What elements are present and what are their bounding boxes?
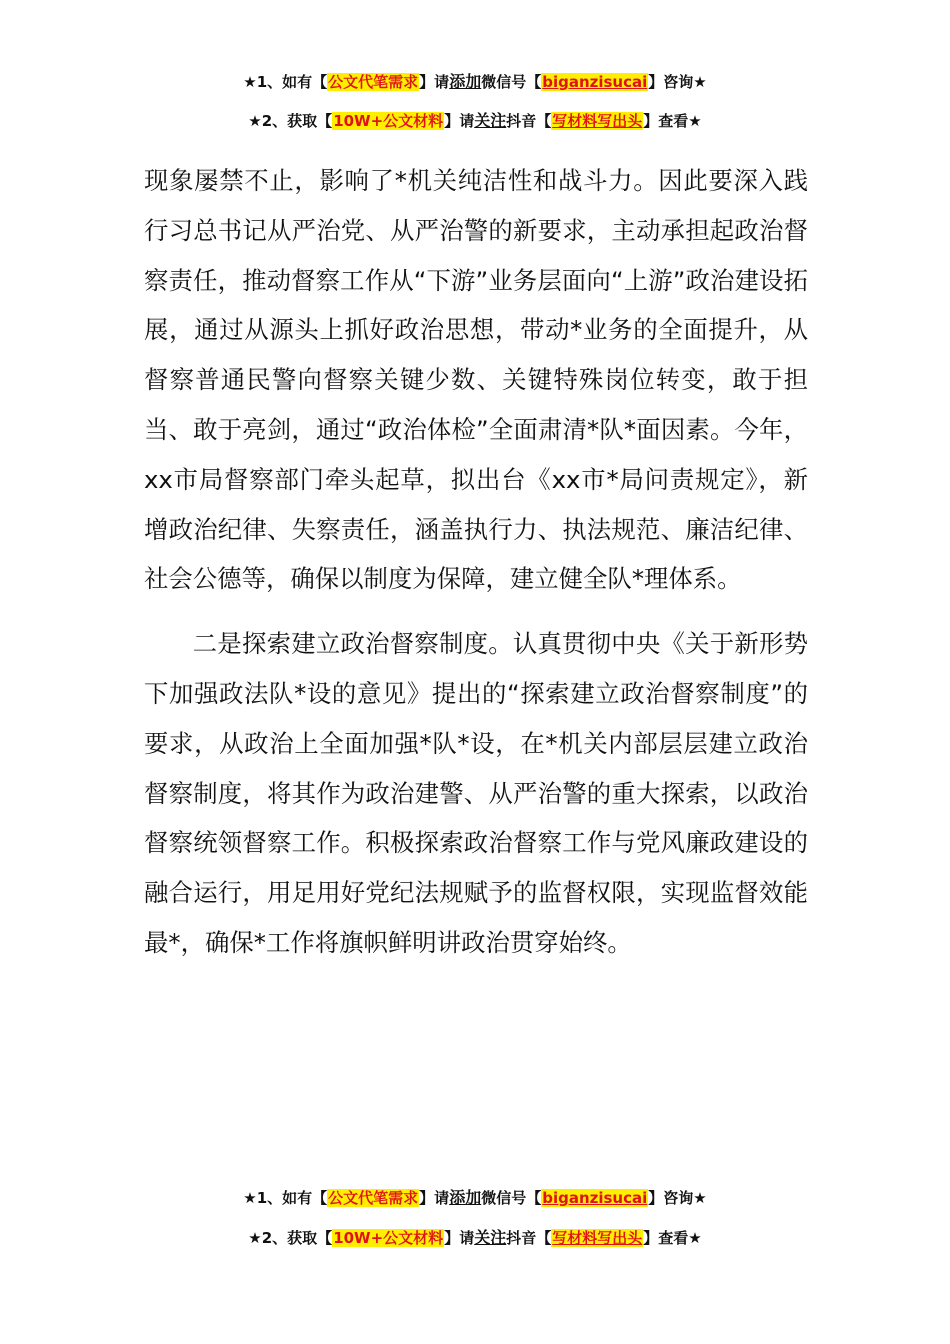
banner-prefix: ★2、获取【 bbox=[248, 1229, 333, 1247]
banner-douyin-link[interactable]: 写材料写出头 bbox=[552, 112, 643, 130]
banner-text: 】请 bbox=[444, 112, 475, 130]
banner-text: 抖音【 bbox=[506, 1229, 552, 1247]
paragraph-2: 二是探索建立政治督察制度。认真贯彻中央《关于新形势下加强政法队*设的意见》提出的“探索建立政治督察制度”的要求，从政治上全面加强*队*设，在*机关内部层层建立政治督察制度，将其作为政治建警、从严治警的重大探索，以政治督察统领督察工作。积极探索政治督察工作与党风廉政建设的融合运行，用足用好党纪法规赋予的监督权限，实现监督效能最*，确保*工作将旗帜鲜明讲政治贯穿始终。 bbox=[144, 629, 808, 957]
banner-prefix: ★2、获取【 bbox=[248, 112, 333, 130]
banner-emphasis: 添加 bbox=[449, 1188, 482, 1207]
banner-emphasis: 添加 bbox=[449, 72, 482, 91]
banner-text: 微信号【 bbox=[481, 1189, 542, 1207]
banner-suffix: 】查看★ bbox=[643, 112, 702, 130]
banner-emphasis: 关注 bbox=[474, 111, 507, 130]
banner-wechat-id-link[interactable]: biganzisucai bbox=[542, 73, 648, 91]
document-body bbox=[144, 156, 808, 968]
banner-highlight-service: 公文代笔需求 bbox=[328, 1189, 419, 1207]
banner-suffix: 】咨询★ bbox=[648, 73, 707, 91]
banner-emphasis: 关注 bbox=[474, 1228, 507, 1247]
banner-text: 】请 bbox=[419, 1189, 450, 1207]
bottom-banner-line-2 bbox=[0, 1227, 950, 1249]
banner-suffix: 】查看★ bbox=[643, 1229, 702, 1247]
banner-highlight-materials: 10W+公文材料 bbox=[333, 112, 444, 130]
bottom-banner-line-1 bbox=[0, 1187, 950, 1209]
banner-highlight-service: 公文代笔需求 bbox=[328, 73, 419, 91]
banner-text: 】请 bbox=[444, 1229, 475, 1247]
top-banner-line-1 bbox=[0, 71, 950, 93]
banner-suffix: 】咨询★ bbox=[648, 1189, 707, 1207]
banner-text: 微信号【 bbox=[481, 73, 542, 91]
paragraph-1: 现象屡禁不止，影响了*机关纯洁性和战斗力。因此要深入践行习总书记从严治党、从严治警的新要求，主动承担起政治督察责任，推动督察工作从“下游”业务层面向“上游”政治建设拓展，通过从源头上抓好政治思想，带动*业务的全面提升，从督察普通民警向督察关键少数、关键特殊岗位转变，敢于担当、敢于亮剑，通过“政治体检”全面肃清*队*面因素。今年，xx市局督察部门牵头起草，拟出台《xx市*局问责规定》，新增政治纪律、失察责任，涵盖执行力、执法规范、廉洁纪律、社会公德等，确保以制度为保障，建立健全队*理体系。 bbox=[144, 166, 808, 594]
banner-prefix: ★1、如有【 bbox=[243, 1189, 328, 1207]
banner-wechat-id-link[interactable]: biganzisucai bbox=[542, 1189, 648, 1207]
banner-highlight-materials: 10W+公文材料 bbox=[333, 1229, 444, 1247]
banner-text: 抖音【 bbox=[506, 112, 552, 130]
top-banner-line-2 bbox=[0, 110, 950, 132]
banner-prefix: ★1、如有【 bbox=[243, 73, 328, 91]
banner-douyin-link[interactable]: 写材料写出头 bbox=[552, 1229, 643, 1247]
banner-text: 】请 bbox=[419, 73, 450, 91]
